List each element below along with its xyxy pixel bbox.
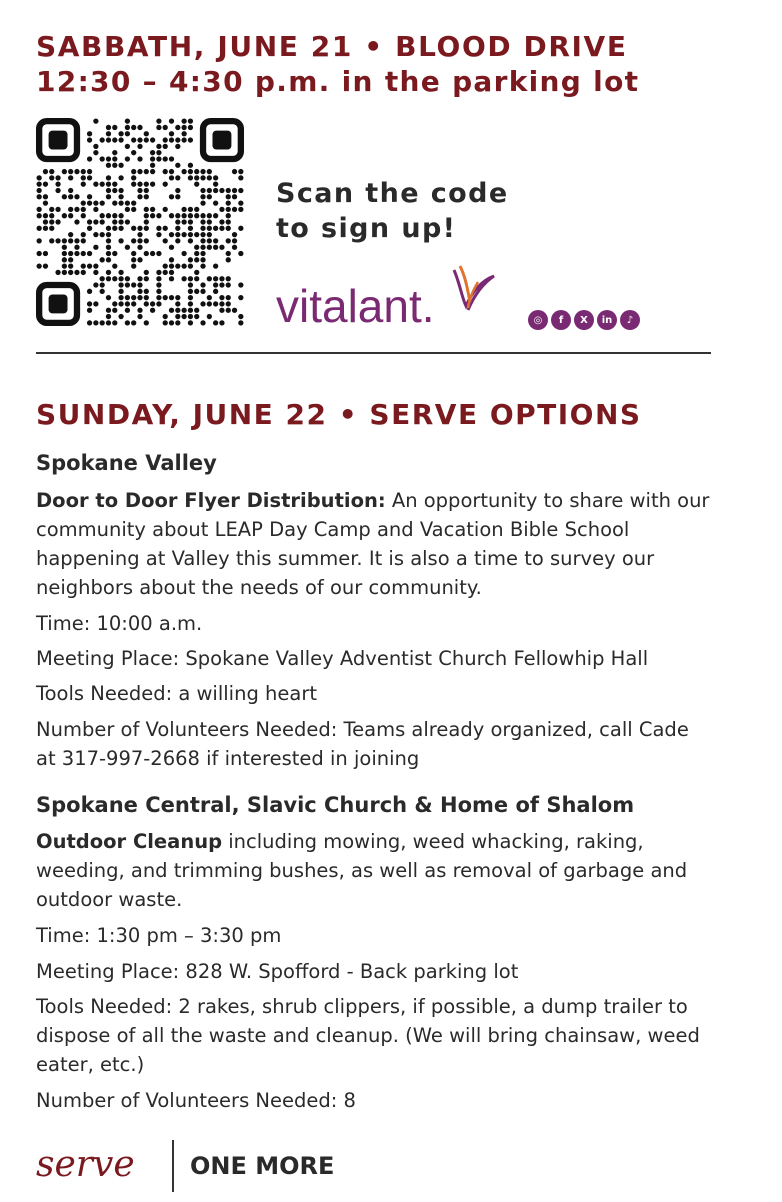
central-meeting: Meeting Place: 828 W. Spofford - Back parking lot [36, 960, 519, 983]
serve-logo-text: serve [36, 1144, 135, 1185]
valley-activity-label: Door to Door Flyer Distribution: [36, 489, 386, 512]
central-activity-label: Outdoor Cleanup [36, 830, 223, 853]
central-title: Spokane Central, Slavic Church & Home of Shalom [36, 793, 635, 817]
valley-time: Time: 10:00 a.m. [36, 612, 203, 635]
facebook-icon[interactable]: f [551, 310, 571, 330]
instagram-icon[interactable]: ◎ [528, 310, 548, 330]
valley-activity-text: An opportunity to share with our community about LEAP Day Camp and Vacation Bible School happening at Valley this summer. It is also a time to survey our neighbors about the needs of our community. [36, 489, 710, 599]
valley-meeting: Meeting Place: Spokane Valley Adventist Church Fellowhip Hall [36, 647, 649, 670]
signup-qr-code[interactable] [36, 118, 244, 326]
blood-drive-heading: SABBATH, JUNE 21 • BLOOD DRIVE [36, 30, 628, 63]
central-activity-text: including mowing, weed whacking, raking, weeding, and trimming bushes, as well as removal of garbage and outdoor waste. [36, 830, 688, 911]
vitalant-logo [276, 262, 500, 332]
valley-title: Spokane Valley [36, 451, 217, 475]
valley-activity [36, 486, 716, 602]
blood-drive-time: 12:30 – 4:30 p.m. in the parking lot [36, 65, 640, 98]
vitalant-logo-text: vitalant. [276, 280, 435, 332]
serve-options-heading: SUNDAY, JUNE 22 • SERVE OPTIONS [36, 398, 642, 431]
section-divider [36, 352, 711, 354]
central-tools: Tools Needed: 2 rakes, shrub clippers, if possible, a dump trailer to dispose of all the waste and cleanup. (We will bring chainsaw, weed eater, etc.) [36, 995, 700, 1076]
footer-divider [172, 1140, 174, 1192]
serve-logo [36, 1138, 160, 1188]
central-volunteers: Number of Volunteers Needed: 8 [36, 1089, 356, 1112]
one-more-tagline: ONE MORE [190, 1152, 335, 1180]
tiktok-icon[interactable]: ♪ [620, 310, 640, 330]
central-activity [36, 827, 716, 914]
linkedin-icon[interactable]: in [597, 310, 617, 330]
central-time: Time: 1:30 pm – 3:30 pm [36, 924, 282, 947]
x-icon[interactable]: X [574, 310, 594, 330]
scan-prompt-line1: Scan the code [276, 178, 509, 209]
valley-volunteers: Number of Volunteers Needed: Teams already organized, call Cade at 317-997-2668 if interested in joining [36, 718, 689, 770]
social-icons [528, 310, 640, 330]
scan-prompt-line2: to sign up! [276, 213, 457, 244]
valley-tools: Tools Needed: a willing heart [36, 682, 318, 705]
